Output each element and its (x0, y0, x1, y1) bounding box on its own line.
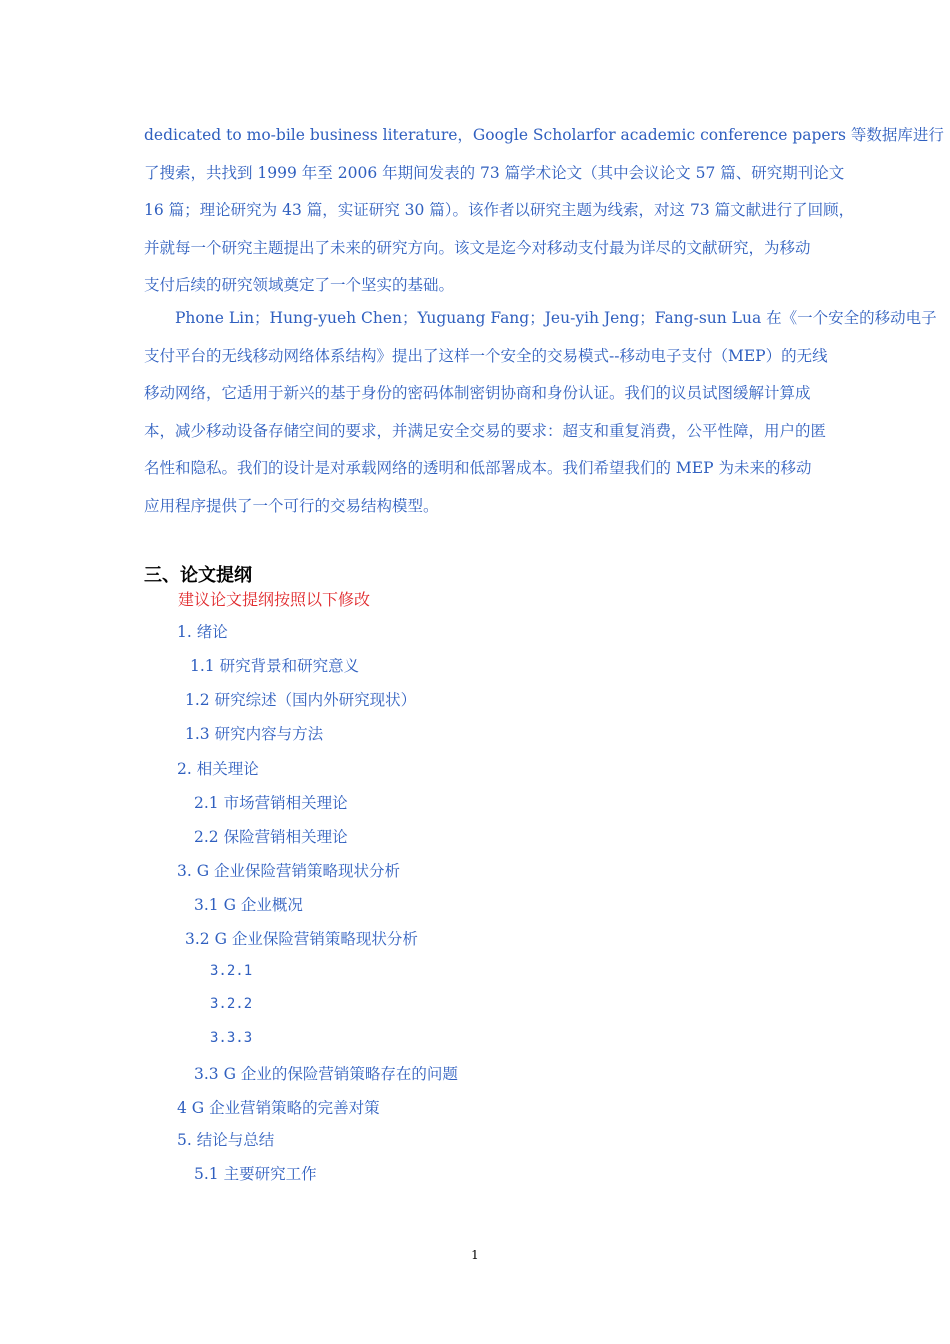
outline-section-2-1: 2.1 市场营销相关理论 (194, 794, 348, 812)
outline-subsection-3-2-2: 3.2.2 (210, 996, 253, 1012)
outline-subsection-3-3-3: 3.3.3 (210, 1030, 253, 1046)
paragraph-line: 移动网络，它适用于新兴的基于身份的密码体制密钥协商和身份认证。我们的议员试图缓解计算成 (144, 384, 811, 402)
paragraph-line: 16 篇；理论研究为 43 篇，实证研究 30 篇）。该作者以研究主题为线索，对这 73 篇文献进行了回顾， (144, 201, 855, 219)
paragraph-line: 支付后续的研究领域奠定了一个坚实的基础。 (144, 276, 455, 294)
paragraph-line: 应用程序提供了一个可行的交易结构模型。 (144, 496, 439, 515)
paragraph-line: Phone Lin；Hung-yueh Chen；Yuguang Fang；Jeu-yih Jeng；Fang-sun Lua 在《一个安全的移动电子 (144, 309, 937, 327)
outline-chapter-2: 2. 相关理论 (177, 760, 259, 778)
outline-section-1-3: 1.3 研究内容与方法 (185, 725, 324, 743)
outline-section-1-1: 1.1 研究背景和研究意义 (190, 657, 360, 675)
outline-chapter-3: 3. G 企业保险营销策略现状分析 (177, 862, 401, 880)
outline-section-1-2: 1.2 研究综述（国内外研究现状） (185, 691, 417, 709)
literature-review-paragraph (144, 117, 944, 305)
outline-chapter-5: 5. 结论与总结 (177, 1131, 275, 1149)
mep-paragraph (144, 300, 937, 525)
section-heading: 三、论文提纲 (144, 565, 252, 586)
outline-chapter-1: 1. 绪论 (177, 623, 228, 641)
paragraph-line: 并就每一个研究主题提出了未来的研究方向。该文是迄今对移动支付最为详尽的文献研究，为移动 (144, 238, 811, 257)
outline-section-3-1: 3.1 G 企业概况 (194, 896, 303, 914)
outline-section-3-2: 3.2 G 企业保险营销策略现状分析 (185, 930, 418, 948)
paragraph-line: dedicated to mo-bile business literature，Google Scholarfor academic conference papers 等数据库进行 (144, 126, 944, 144)
paragraph-line: 名性和隐私。我们的设计是对承载网络的透明和低部署成本。我们希望我们的 MEP 为未来的移动 (144, 459, 812, 477)
revision-note: 建议论文提纲按照以下修改 (178, 590, 371, 609)
outline-section-2-2: 2.2 保险营销相关理论 (194, 828, 348, 846)
paragraph-line: 了搜索，共找到 1999 年至 2006 年期间发表的 73 篇学术论文（其中会议论文 57 篇、研究期刊论文 (144, 163, 845, 182)
paragraph-line: 支付平台的无线移动网络体系结构》提出了这样一个安全的交易模式--移动电子支付（MEP）的无线 (144, 346, 828, 365)
outline-section-3-3: 3.3 G 企业的保险营销策略存在的问题 (194, 1065, 458, 1083)
outline-subsection-3-2-1: 3.2.1 (210, 963, 253, 979)
outline-chapter-4: 4 G 企业营销策略的完善对策 (177, 1099, 380, 1117)
paragraph-line: 本，减少移动设备存储空间的要求，并满足安全交易的要求：超支和重复消费，公平性障，用户的匿 (144, 421, 827, 440)
outline-section-5-1: 5.1 主要研究工作 (194, 1165, 317, 1183)
page-number: 1 (471, 1248, 479, 1262)
